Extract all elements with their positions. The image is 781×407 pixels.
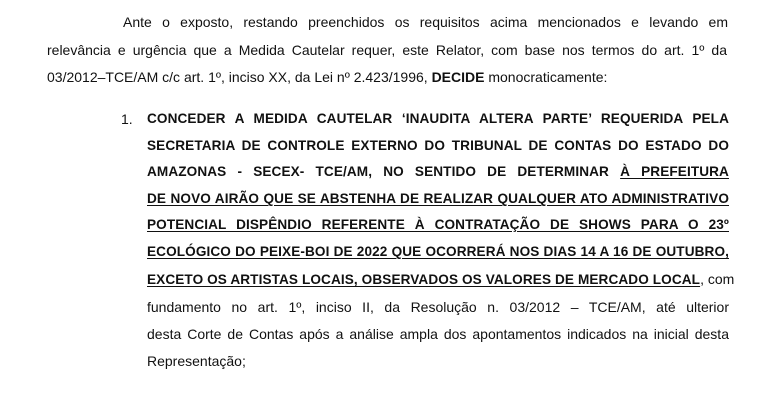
underlined-text: POTENCIAL DISPÊNDIO REFERENTE À CONTRATAÇÃO DE SHOWS PARA O 23º xyxy=(147,217,729,232)
text: fundamento no art. 1º, inciso II, da Resolução n. 03/2012 – TCE/AM, até ulterior xyxy=(147,299,729,315)
text: , com xyxy=(700,271,735,287)
text: AMAZONAS - SECEX- TCE/AM, NO SENTIDO DE DETERMINAR xyxy=(147,164,621,179)
paragraph-line xyxy=(123,12,728,32)
item-line xyxy=(147,136,729,156)
paragraph-line xyxy=(47,40,727,60)
item-line xyxy=(147,162,729,182)
text: relevância e urgência que a Medida Cautelar requer, este Relator, com base nos termos do art. 1º da xyxy=(47,42,727,58)
text: Representação; xyxy=(147,353,246,369)
item-line xyxy=(147,109,729,129)
item-line xyxy=(147,189,729,209)
list-number: 1. xyxy=(121,111,133,127)
underlined-text: EXCETO OS ARTISTAS LOCAIS, OBSERVADOS OS VALORES DE MERCADO LOCAL xyxy=(147,272,701,287)
text: Ante o exposto, restando preenchidos os requisitos acima mencionados e levando em xyxy=(123,14,728,30)
item-line xyxy=(147,269,734,289)
item-line xyxy=(147,324,729,344)
item-line xyxy=(147,215,729,235)
text: desta Corte de Contas após a análise ampla dos apontamentos indicados na inicial desta xyxy=(147,326,729,342)
item-line xyxy=(147,297,729,317)
underlined-text: ECOLÓGICO DO PEIXE-BOI DE 2022 QUE OCORRERÁ NOS DIAS 14 A 16 DE OUTUBRO, xyxy=(147,244,729,259)
decide-keyword: DECIDE xyxy=(431,69,485,85)
text: monocraticamente: xyxy=(484,69,608,85)
text: CONCEDER A MEDIDA CAUTELAR ‘INAUDITA ALTERA PARTE’ REQUERIDA PELA xyxy=(147,111,729,126)
item-line xyxy=(147,351,246,371)
text: SECRETARIA DE CONTROLE EXTERNO DO TRIBUNAL DE CONTAS DO ESTADO DO xyxy=(147,138,729,153)
text: 03/2012–TCE/AM c/c art. 1º, inciso XX, da Lei nº 2.423/1996, xyxy=(47,69,432,85)
item-line xyxy=(147,242,729,262)
paragraph-line xyxy=(47,67,607,87)
underlined-text: À PREFEITURA xyxy=(620,164,729,179)
underlined-text: DE NOVO AIRÃO QUE SE ABSTENHA DE REALIZAR QUALQUER ATO ADMINISTRATIVO xyxy=(147,191,729,206)
